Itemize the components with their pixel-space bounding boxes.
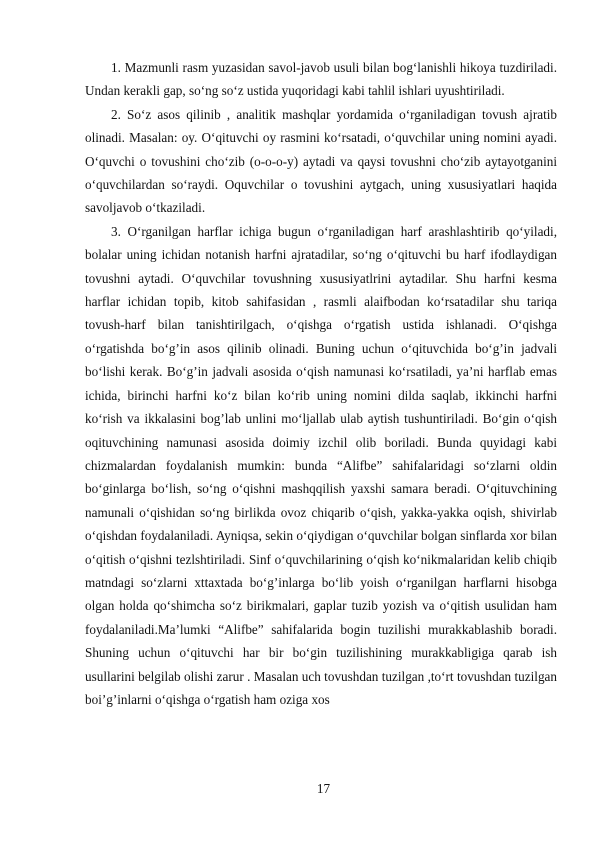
paragraph-2: 2. So‘z asos qilinib , analitik mashqlar yordamida o‘rganiladigan tovush ajratib olinadi. Masalan: oy. O‘qituvchi oy rasmini ko‘rsatadi, o‘quvchilar uning nomini ayadi. O‘quvchi o tovushini cho‘zib (o-o-o-y) aytadi va qaysi tovushni cho‘zib aytayotganini o‘quvchilardan so‘raydi. Oquvchilar o tovushini aytgach, uning xususiyatlari haqida savoljavob o‘tkaziladi. xyxy=(85,106,557,216)
paragraph-3: 3. O‘rganilgan harflar ichiga bugun o‘rganiladigan harf arashlashtirib qo‘yiladi, bolalar uning ichidan notanish harfni ajratadilar, so‘ng o‘qituvchi bu harf ifodlaydigan tovushni aytadi. O‘quvchilar tovushning xususiyatlrini aytadilar. Shu harfni kesma harflar ichidan topib, kitob sahifasidan , rasmli alaifbodan ko‘rsatadilar shu tariqa tovush-harf bilan tanishtirilgach, o‘qishga o‘rgatish ustida ishlanadi. O‘qishga o‘rgatishda bo‘g’in asos qilinib olinadi. Buning uchun o‘qituvchida bo‘g’in jadvali bo‘lishi kerak. Bo‘g’in jadvali asosida o‘qish namunasi ko‘rsatiladi, ya’ni harflab emas ichida, birinchi harfni ko‘z bilan ko‘rib uning nomini dilda saqlab, ikkinchi harfni ko‘rish va ikkalasini bog’lab unlini mo‘ljallab ulab aytish tushuntiriladi. Bo‘gin o‘qish oqituvchining namunasi asosida doimiy izchil olib boriladi. Bunda quyidagi kabi chizmalardan foydalanish mumkin: bunda “Alifbe” sahifalaridagi so‘zlarni oldin bo‘ginlarga bo‘lish, so‘ng o‘qishni mashqqilish yaxshi samara beradi. O‘qituvchining namunali o‘qishidan so‘ng birlikda ovoz chiqarib o‘qish, yakka-yakka oqish, shivirlab o‘qishdan foydalaniladi. Ayniqsa, sekin o‘qiydigan o‘quvchilar bolgan sinflarda xor bilan o‘qitish o‘qishni tezlshtiriladi. Sinf o‘quvchilarining o‘qish ko‘nikmalaridan kelib chiqib matndagi so‘zlarni xttaxtada bo‘g’inlarga bo‘lib yoish o‘rganilgan harflarni hisobga olgan holda qo‘shimcha so‘z birikmalari, gaplar tuzib yozish va o‘qitish usulidan ham foydalaniladi.Ma’lumki “Alifbe” sahifalarida bogin tuzilishi murakkablashib boradi. Shuning uchun o‘qituvchi har bir bo‘gin tuzilishining murakkabligiga qarab ish usullarini belgilab olishi zarur . Masalan uch tovushdan tuzilgan ,to‘rt tovushdan tuzilgan boi’g’inlarni o‘qishga o‘rgatish ham oziga xos xyxy=(85,223,557,707)
page-number: 17 xyxy=(316,781,331,796)
paragraph-1: 1. Mazmunli rasm yuzasidan savol-javob usuli bilan bog‘lanishli hikoya tuzdiriladi. Undan kerakli gap, so‘ng so‘z ustida yuqoridagi kabi tahlil ishlari uyushtiriladi. xyxy=(85,60,557,99)
page-body xyxy=(85,56,557,711)
